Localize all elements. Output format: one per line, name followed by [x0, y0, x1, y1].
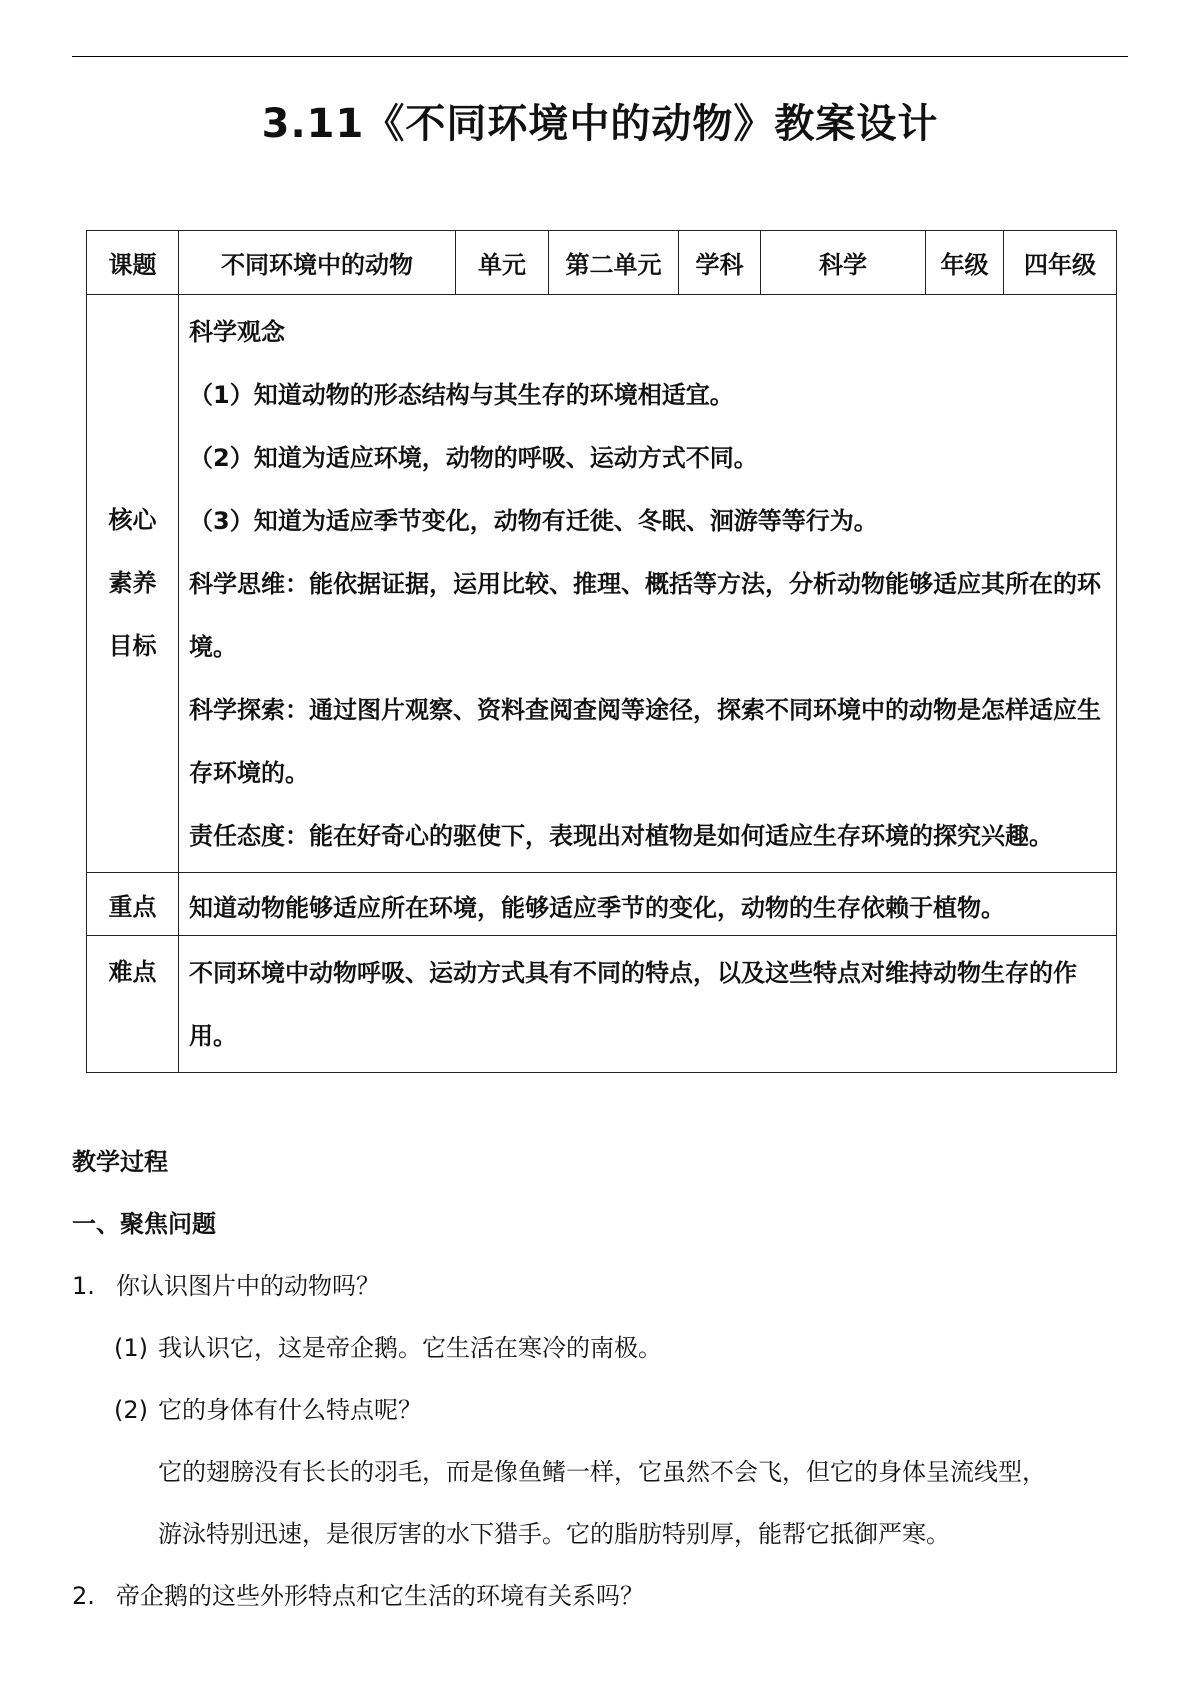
key-point-row	[87, 873, 1117, 936]
question-2: 2. 帝企鹅的这些外形特点和它生活的环境有关系吗？	[72, 1582, 644, 1610]
document-title: 3.11《不同环境中的动物》教案设计	[261, 101, 939, 147]
difficulty-text: 不同环境中动物呼吸、运动方式具有不同的特点，以及这些特点对维持动物生存的作用。	[179, 936, 1117, 1073]
section-focus-heading: 一、聚焦问题	[72, 1210, 216, 1238]
difficulty-row	[87, 936, 1117, 1073]
answer-paragraph-line-2: 游泳特别迅速，是很厉害的水下猎手。它的脂肪特别厚，能帮它抵御严寒。	[158, 1520, 950, 1548]
difficulty-label: 难点	[87, 936, 179, 1073]
unit-value: 第二单元	[549, 231, 679, 295]
header-rule	[72, 56, 1128, 57]
subject-value: 科学	[761, 231, 926, 295]
topic-label: 课题	[87, 231, 179, 295]
key-point-text: 知道动物能够适应所在环境，能够适应季节的变化，动物的生存依赖于植物。	[179, 873, 1117, 936]
grade-value: 四年级	[1004, 231, 1117, 295]
process-heading: 教学过程	[72, 1148, 168, 1176]
topic-value: 不同环境中的动物	[179, 231, 456, 295]
grade-label: 年级	[926, 231, 1004, 295]
core-goals-content	[179, 295, 1117, 873]
key-point-label: 重点	[87, 873, 179, 936]
concept-item-3: （3）知道为适应季节变化，动物有迁徙、冬眠、洄游等等行为。	[189, 507, 878, 535]
concept-item-2: （2）知道为适应环境，动物的呼吸、运动方式不同。	[189, 444, 758, 472]
unit-label: 单元	[456, 231, 549, 295]
core-goals-row	[87, 295, 1117, 873]
question-1-answer-1: (1) 我认识它，这是帝企鹅。它生活在寒冷的南极。	[114, 1334, 662, 1362]
subject-label: 学科	[679, 231, 761, 295]
question-1: 1. 你认识图片中的动物吗？	[72, 1272, 380, 1300]
core-goals-label: 核心 素养 目标	[87, 295, 179, 873]
table-header-row	[87, 231, 1117, 295]
concept-heading: 科学观念	[189, 318, 285, 346]
answer-paragraph-line-1: 它的翅膀没有长长的羽毛，而是像鱼鳍一样，它虽然不会飞，但它的身体呈流线型，	[158, 1458, 1046, 1486]
thinking-goal: 科学思维：能依据证据，运用比较、推理、概括等方法，分析动物能够适应其所在的环境。	[189, 570, 1101, 661]
lesson-info-table	[86, 230, 1117, 1073]
explore-goal: 科学探索：通过图片观察、资料查阅查阅等途径，探索不同环境中的动物是怎样适应生存环境的。	[189, 696, 1101, 787]
question-1-answer-2: (2) 它的身体有什么特点呢？	[114, 1396, 422, 1424]
concept-item-1: （1）知道动物的形态结构与其生存的环境相适宜。	[189, 381, 734, 409]
attitude-goal: 责任态度：能在好奇心的驱使下，表现出对植物是如何适应生存环境的探究兴趣。	[189, 822, 1053, 850]
